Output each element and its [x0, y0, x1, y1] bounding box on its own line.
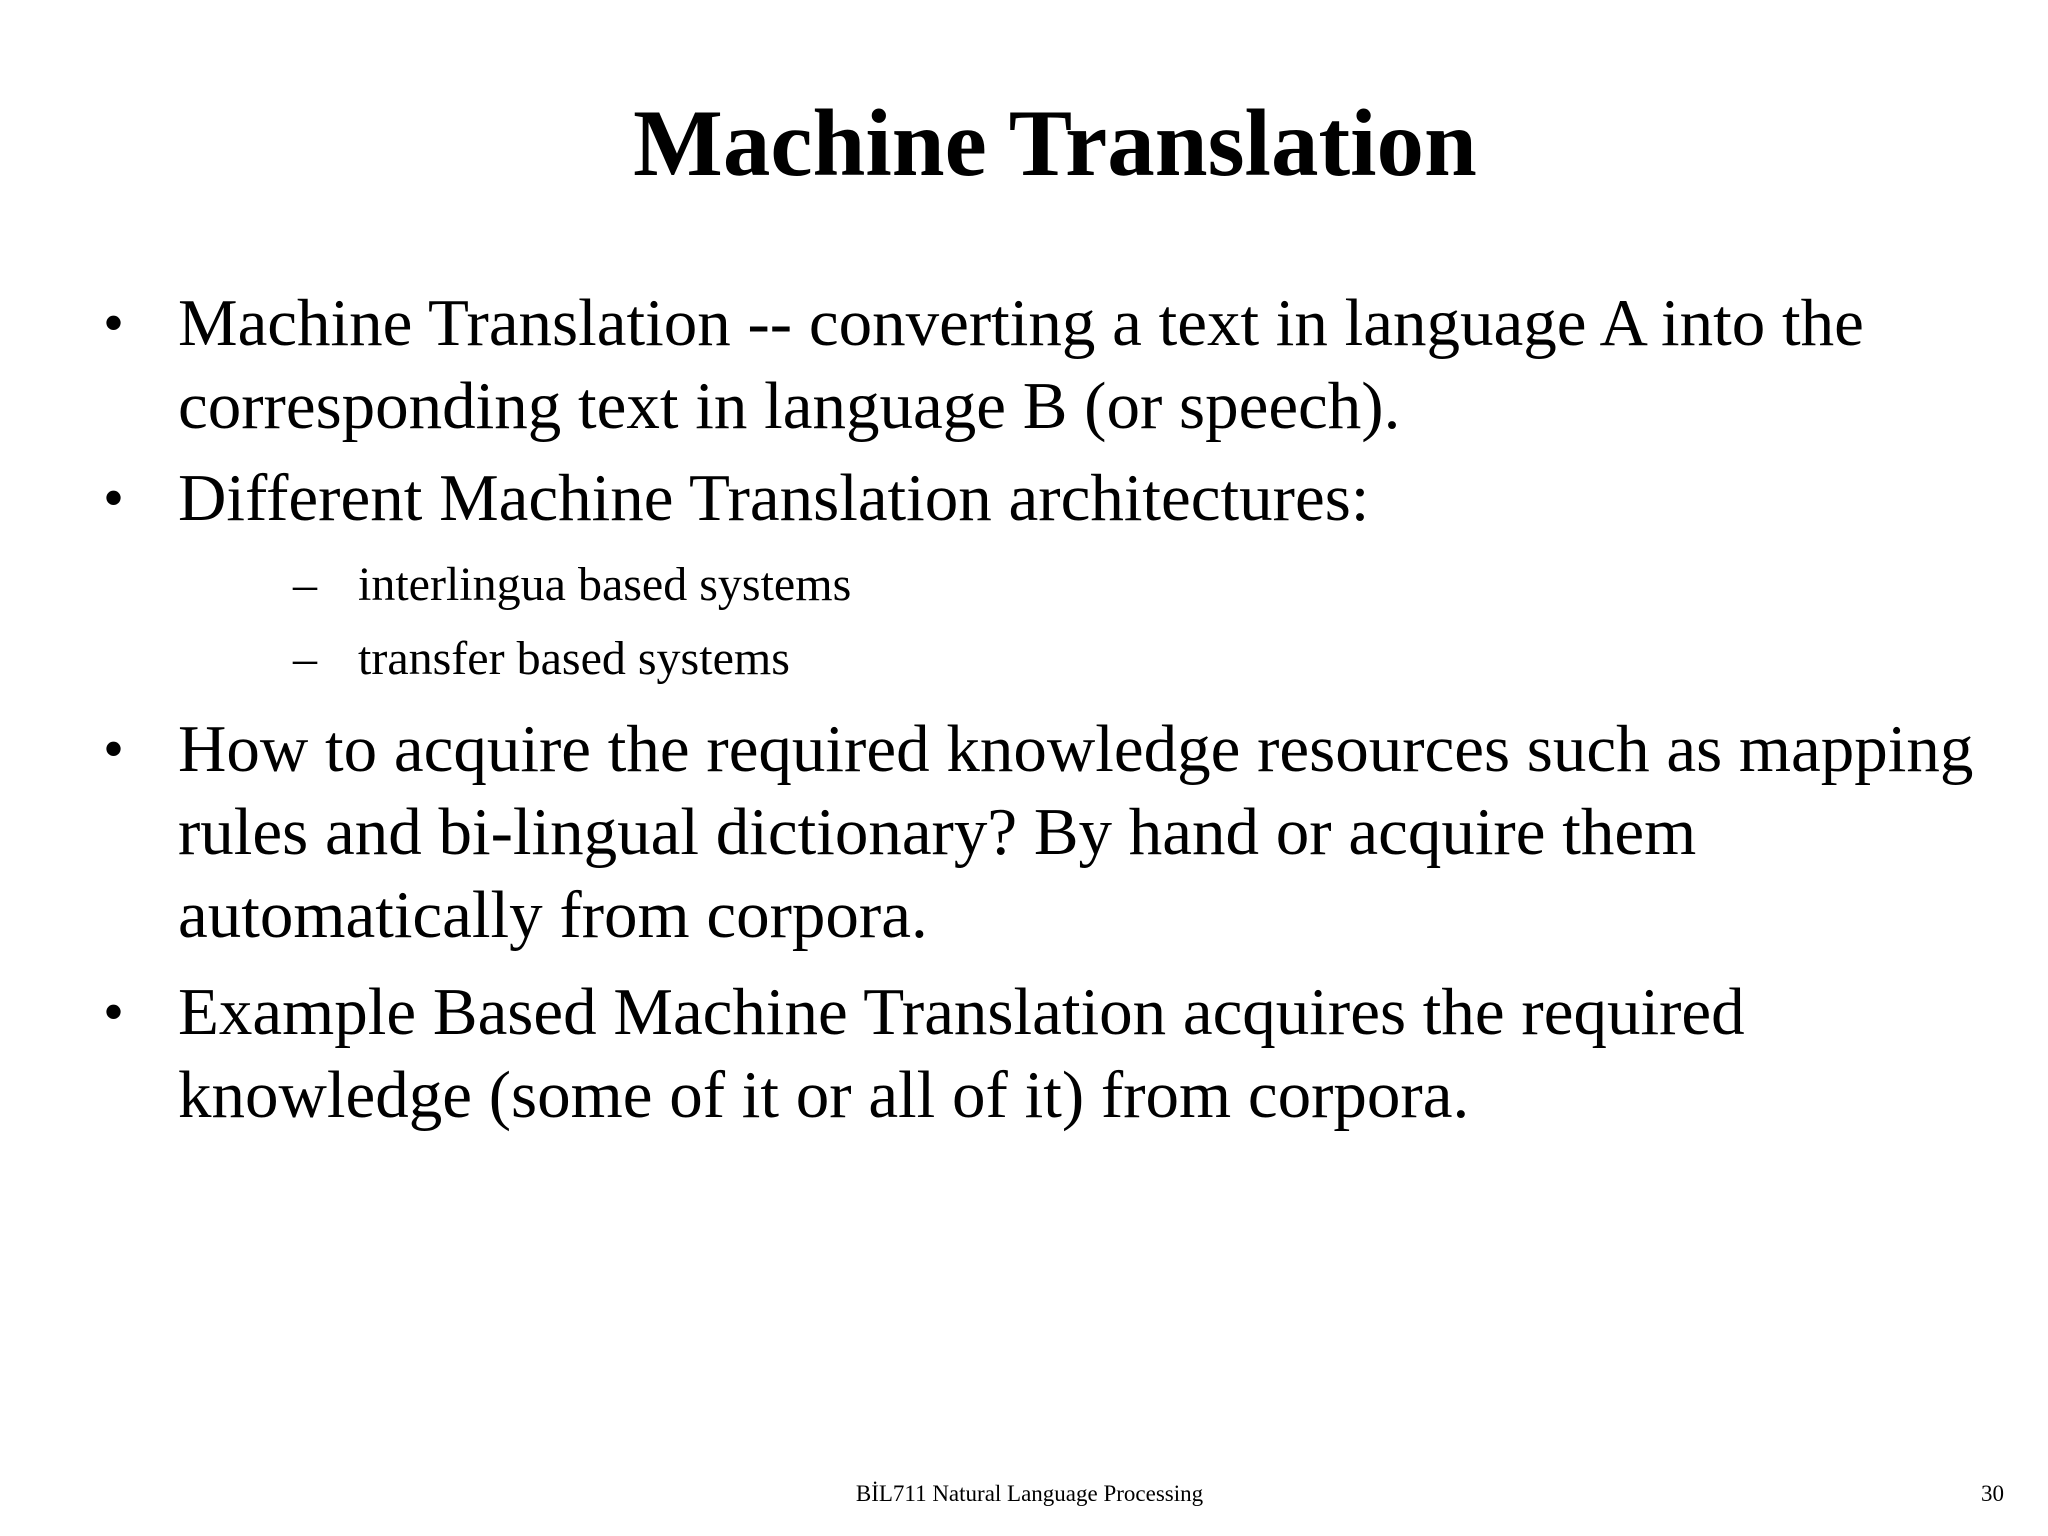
- bullet-marker: •: [103, 979, 125, 1045]
- bullet-marker: •: [103, 465, 125, 531]
- bullet-text: Machine Translation -- converting a text in language A into the corresponding text in language B (or speech).: [178, 286, 1864, 443]
- sub-item-text: transfer based systems: [358, 632, 790, 685]
- bullet-item: [0, 457, 2048, 696]
- bullet-text: Example Based Machine Translation acquires the required knowledge (some of it or all of it) from corpora.: [178, 975, 1745, 1132]
- bullet-item: [0, 971, 2048, 1137]
- sub-list: [178, 548, 2028, 696]
- bullet-marker: •: [103, 290, 125, 356]
- bullet-marker: •: [103, 716, 125, 782]
- bullet-text: How to acquire the required knowledge resources such as mapping rules and bi-lingual dictionary? By hand or acquire them automatically from corpora.: [178, 712, 1974, 952]
- bullet-list: [0, 282, 2048, 1137]
- page-number: 30: [1981, 1481, 2004, 1506]
- bullet-text: Different Machine Translation architectures:: [178, 461, 1370, 535]
- slide-title: Machine Translation: [633, 90, 1477, 196]
- slide-footer: BİL711 Natural Language Processing: [855, 1481, 1204, 1506]
- sub-item: [0, 622, 2028, 696]
- bullet-item: [0, 282, 2048, 448]
- sub-item: [0, 548, 2028, 622]
- dash-marker: –: [293, 632, 317, 685]
- dash-marker: –: [293, 558, 317, 611]
- sub-item-text: interlingua based systems: [358, 558, 852, 611]
- bullet-item: [0, 708, 2048, 957]
